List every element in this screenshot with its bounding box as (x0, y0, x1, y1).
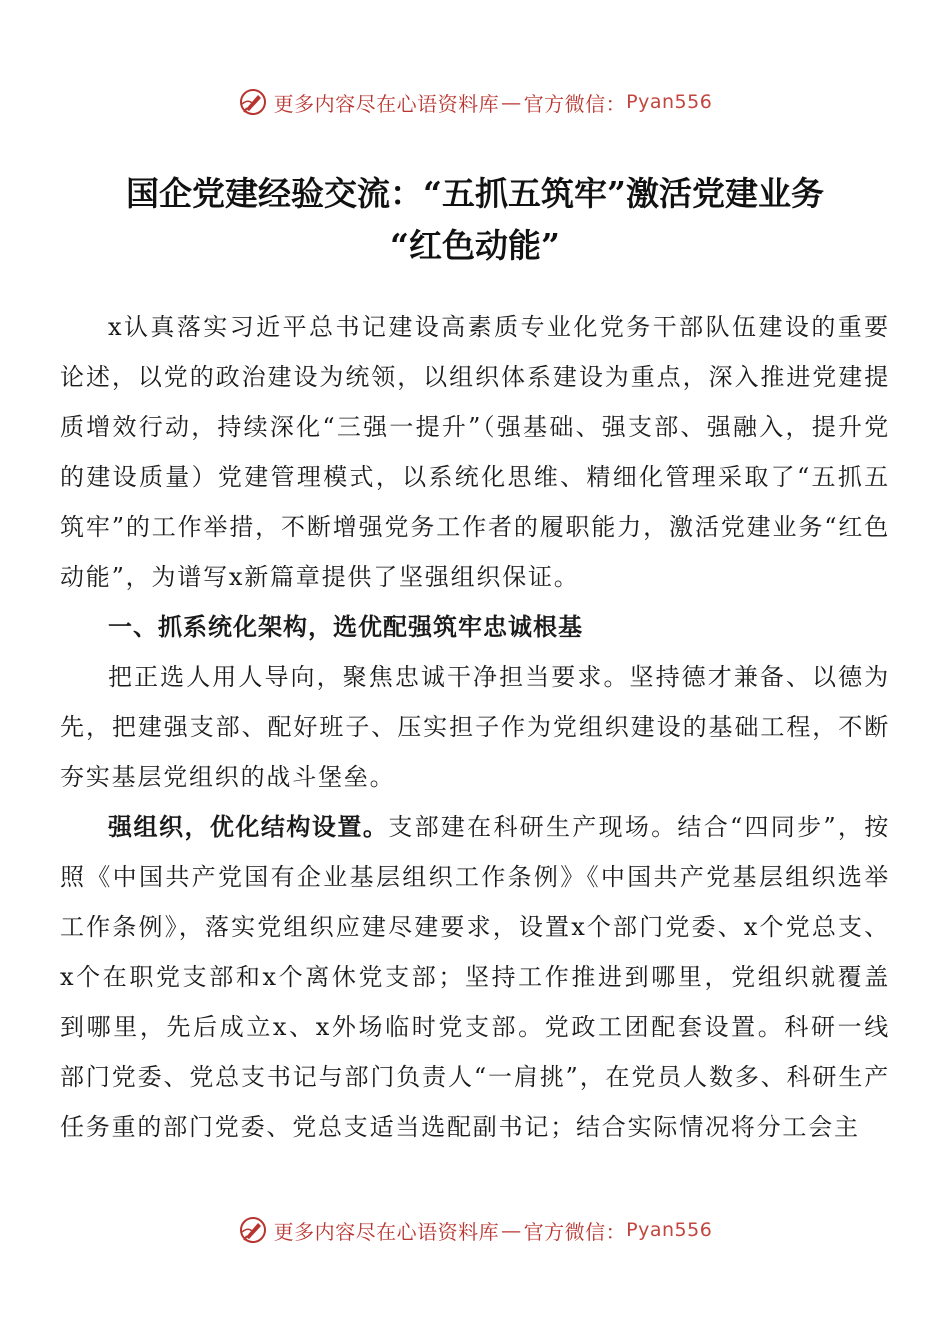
pen-logo-icon (238, 87, 268, 117)
watermark-account: Pyan556 (626, 91, 713, 113)
title-line-1: 国企党建经验交流：“五抓五筑牢”激活党建业务 (126, 174, 824, 213)
section-1-heading: 一、抓系统化架构，选优配强筑牢忠诚根基 (108, 613, 583, 641)
watermark-official-label: 官方微信： (523, 1219, 627, 1244)
title-line-2: “红色动能” (390, 226, 560, 265)
watermark-text: 更多内容尽在心语资料库 (273, 1219, 500, 1244)
document-body (60, 302, 890, 1152)
section-1-paragraph-1: 把正选人用人导向，聚焦忠诚干净担当要求。坚持德才兼备、以德为先，把建强支部、配好班子、压实担子作为党组织建设的基础工程，不断夯实基层党组织的战斗堡垒。 (60, 663, 890, 791)
watermark-official-label: 官方微信： (523, 91, 627, 116)
watermark-footer (0, 1210, 950, 1250)
document-title (60, 168, 890, 272)
watermark-text: 更多内容尽在心语资料库 (273, 91, 500, 116)
section-1-paragraph-2 (60, 802, 890, 1152)
watermark-dash: — (501, 90, 522, 114)
pen-logo-icon (238, 1215, 268, 1245)
watermark-account: Pyan556 (626, 1219, 713, 1241)
intro-paragraph: x认真落实习近平总书记建设高素质专业化党务干部队伍建设的重要论述，以党的政治建设为统领，以组织体系建设为重点，深入推进党建提质增效行动，持续深化“三强一提升”（强基础、强支部、强融入，提升党的建设质量）党建管理模式，以系统化思维、精细化管理采取了“五抓五筑牢”的工作举措，不断增强党务工作者的履职能力，激活党建业务“红色动能”，为谱写x新篇章提供了坚强组织保证。 (60, 313, 890, 591)
paragraph-lead-text: 强组织，优化结构设置。 (108, 813, 389, 841)
paragraph-body-text: 支部建在科研生产现场。结合“四同步”，按照《中国共产党国有企业基层组织工作条例》《中国共产党基层组织选举工作条例》，落实党组织应建尽建要求，设置x个部门党委、x个党总支、x个在职党支部和x个离休党支部；坚持工作推进到哪里，党组织就覆盖到哪里，先后成立x、x外场临时党支部。党政工团配套设置。科研一线部门党委、党总支书记与部门负责人“一肩挑”，在党员人数多、科研生产任务重的部门党委、党总支适当选配副书记；结合实际情况将分工会主 (60, 813, 891, 1141)
watermark-header (0, 82, 950, 122)
watermark-dash: — (501, 1218, 522, 1242)
